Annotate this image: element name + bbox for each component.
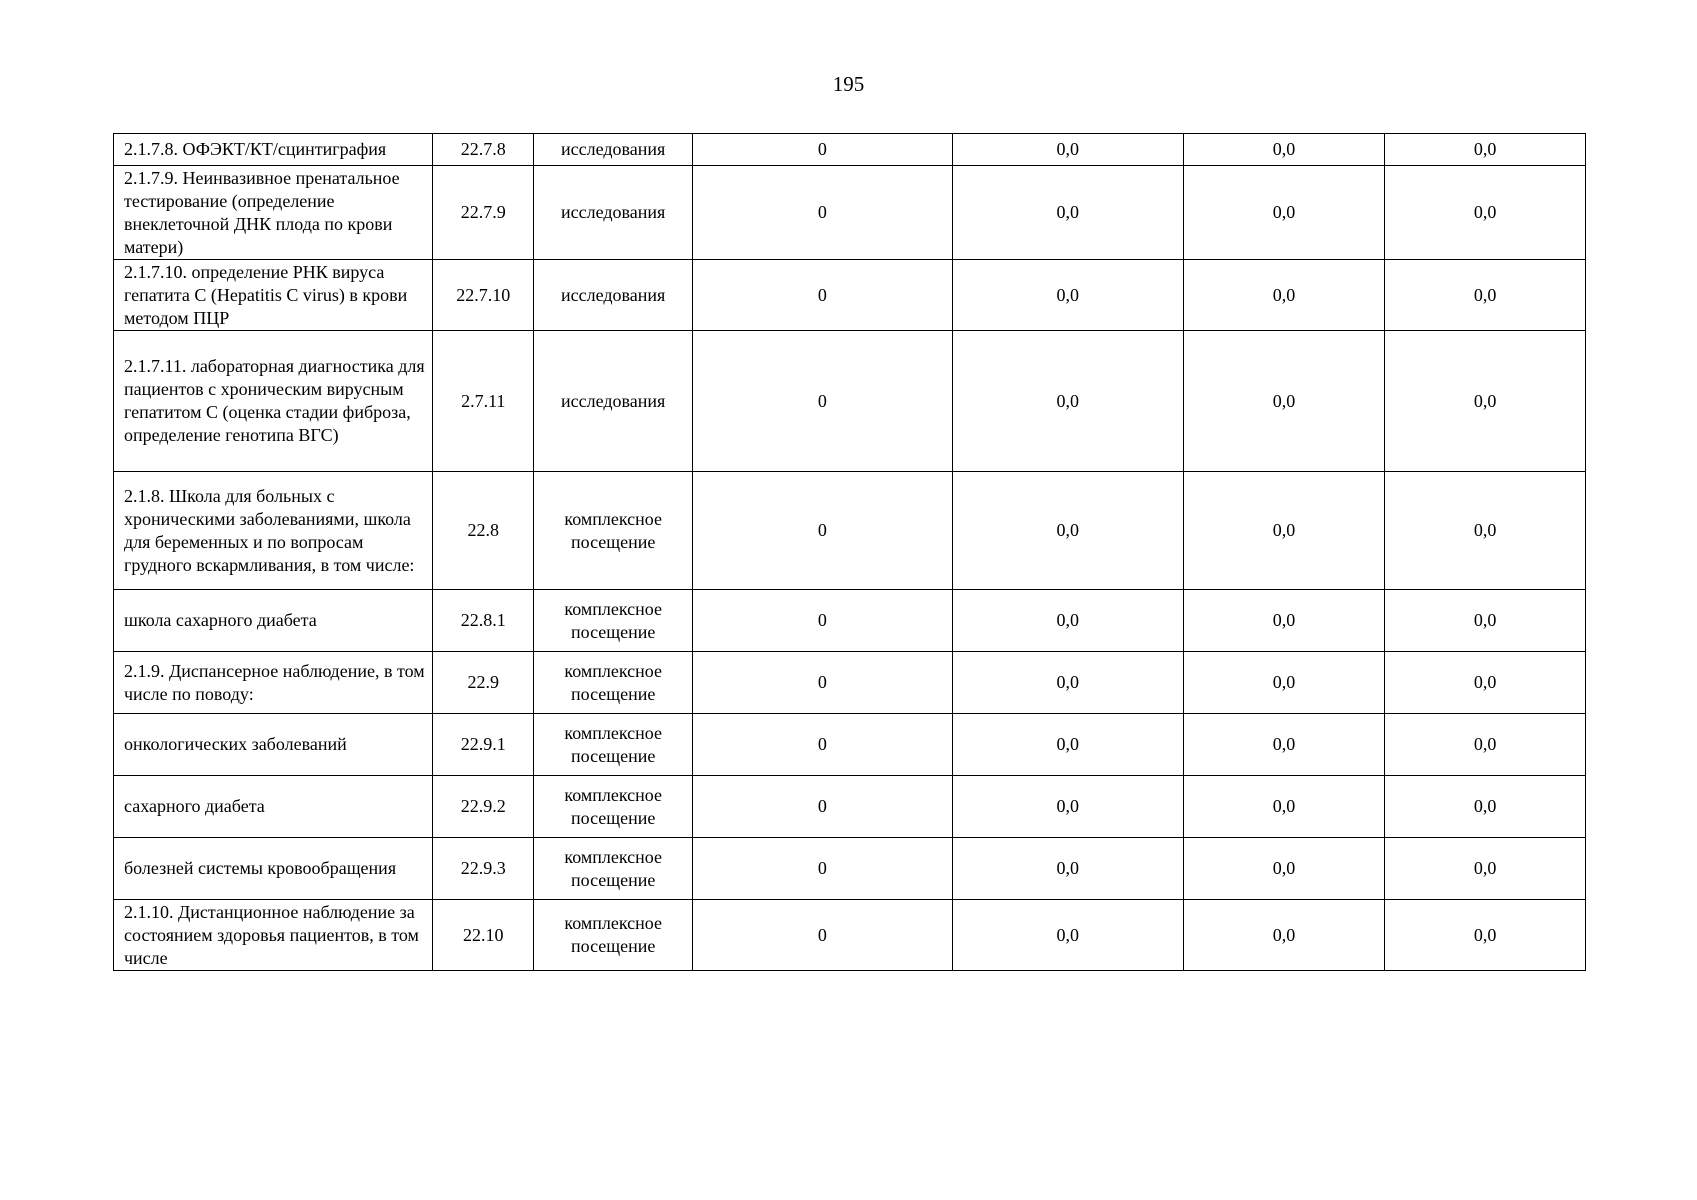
row-value-2: 0,0 <box>952 652 1183 714</box>
row-value-1: 0 <box>692 331 952 472</box>
row-name: онкологических заболеваний <box>114 714 433 776</box>
row-unit: комплексное посещение <box>534 900 693 971</box>
row-code: 22.7.8 <box>433 134 534 166</box>
table-row <box>114 714 1586 776</box>
row-code: 2.7.11 <box>433 331 534 472</box>
table-row <box>114 776 1586 838</box>
row-value-2: 0,0 <box>952 166 1183 260</box>
row-value-4: 0,0 <box>1385 590 1586 652</box>
row-code: 22.9 <box>433 652 534 714</box>
row-value-1: 0 <box>692 260 952 331</box>
row-code: 22.8 <box>433 472 534 590</box>
row-value-4: 0,0 <box>1385 714 1586 776</box>
row-code: 22.9.3 <box>433 838 534 900</box>
row-value-3: 0,0 <box>1183 260 1385 331</box>
row-value-1: 0 <box>692 838 952 900</box>
row-name: 2.1.7.10. определение РНК вируса гепатита C (Hepatitis C virus) в крови методом ПЦР <box>114 260 433 331</box>
row-value-3: 0,0 <box>1183 776 1385 838</box>
row-name: сахарного диабета <box>114 776 433 838</box>
row-name: 2.1.10. Дистанционное наблюдение за состоянием здоровья пациентов, в том числе <box>114 900 433 971</box>
row-value-2: 0,0 <box>952 838 1183 900</box>
table-row <box>114 166 1586 260</box>
page-number: 195 <box>832 72 865 96</box>
table-row <box>114 838 1586 900</box>
row-name: 2.1.8. Школа для больных с хроническими заболеваниями, школа для беременных и по вопросам грудного вскармливания, в том числе: <box>114 472 433 590</box>
row-name: 2.1.7.8. ОФЭКТ/КТ/сцинтиграфия <box>114 134 433 166</box>
table-row <box>114 590 1586 652</box>
row-unit: комплексное посещение <box>534 714 693 776</box>
row-value-3: 0,0 <box>1183 900 1385 971</box>
row-value-1: 0 <box>692 900 952 971</box>
row-value-4: 0,0 <box>1385 776 1586 838</box>
data-table <box>113 133 1586 971</box>
row-name: 2.1.9. Диспансерное наблюдение, в том числе по поводу: <box>114 652 433 714</box>
row-value-3: 0,0 <box>1183 134 1385 166</box>
row-value-1: 0 <box>692 590 952 652</box>
row-code: 22.9.2 <box>433 776 534 838</box>
row-value-3: 0,0 <box>1183 652 1385 714</box>
row-unit: исследования <box>534 134 693 166</box>
row-value-3: 0,0 <box>1183 590 1385 652</box>
row-value-1: 0 <box>692 472 952 590</box>
table-row <box>114 260 1586 331</box>
row-value-1: 0 <box>692 776 952 838</box>
row-unit: комплексное посещение <box>534 652 693 714</box>
row-value-3: 0,0 <box>1183 331 1385 472</box>
row-code: 22.8.1 <box>433 590 534 652</box>
row-value-2: 0,0 <box>952 776 1183 838</box>
row-value-2: 0,0 <box>952 331 1183 472</box>
row-unit: комплексное посещение <box>534 590 693 652</box>
row-code: 22.7.10 <box>433 260 534 331</box>
row-value-2: 0,0 <box>952 134 1183 166</box>
row-value-2: 0,0 <box>952 714 1183 776</box>
row-value-1: 0 <box>692 166 952 260</box>
row-unit: комплексное посещение <box>534 838 693 900</box>
table-row <box>114 652 1586 714</box>
table-row <box>114 134 1586 166</box>
row-value-4: 0,0 <box>1385 900 1586 971</box>
row-value-2: 0,0 <box>952 900 1183 971</box>
row-unit: комплексное посещение <box>534 472 693 590</box>
row-code: 22.10 <box>433 900 534 971</box>
row-value-4: 0,0 <box>1385 331 1586 472</box>
row-name: 2.1.7.9. Неинвазивное пренатальное тестирование (определение внеклеточной ДНК плода по крови матери) <box>114 166 433 260</box>
row-value-1: 0 <box>692 652 952 714</box>
row-value-4: 0,0 <box>1385 134 1586 166</box>
row-value-4: 0,0 <box>1385 838 1586 900</box>
row-unit: исследования <box>534 331 693 472</box>
row-unit: исследования <box>534 260 693 331</box>
row-value-3: 0,0 <box>1183 166 1385 260</box>
row-value-1: 0 <box>692 714 952 776</box>
table-row <box>114 900 1586 971</box>
row-value-4: 0,0 <box>1385 472 1586 590</box>
table-row <box>114 331 1586 472</box>
row-value-1: 0 <box>692 134 952 166</box>
row-name: школа сахарного диабета <box>114 590 433 652</box>
row-value-2: 0,0 <box>952 260 1183 331</box>
row-value-3: 0,0 <box>1183 472 1385 590</box>
row-value-4: 0,0 <box>1385 652 1586 714</box>
row-value-3: 0,0 <box>1183 838 1385 900</box>
row-code: 22.7.9 <box>433 166 534 260</box>
row-name: 2.1.7.11. лабораторная диагностика для пациентов с хроническим вирусным гепатитом C (оценка стадии фиброза, определение генотипа ВГС) <box>114 331 433 472</box>
row-value-4: 0,0 <box>1385 260 1586 331</box>
row-value-3: 0,0 <box>1183 714 1385 776</box>
row-value-2: 0,0 <box>952 472 1183 590</box>
row-value-2: 0,0 <box>952 590 1183 652</box>
table-row <box>114 472 1586 590</box>
row-value-4: 0,0 <box>1385 166 1586 260</box>
row-unit: исследования <box>534 166 693 260</box>
row-name: болезней системы кровообращения <box>114 838 433 900</box>
row-code: 22.9.1 <box>433 714 534 776</box>
row-unit: комплексное посещение <box>534 776 693 838</box>
